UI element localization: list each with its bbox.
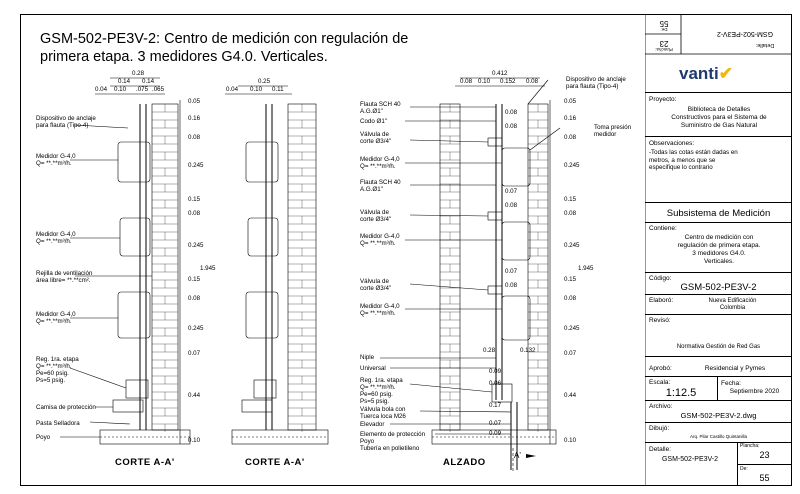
top-de: 55 bbox=[659, 19, 669, 28]
idim: 0.08 bbox=[505, 123, 518, 130]
top-de-label: De: bbox=[660, 27, 668, 32]
label-medidor: Medidor G-4,0 Q= **.**m³/h. bbox=[36, 153, 76, 167]
label-anclaje: Dispositivo de anclaje para flauta (Tipo-4) bbox=[566, 76, 626, 90]
escala-label: Escala: bbox=[649, 379, 671, 386]
vdim: 0.15 bbox=[564, 196, 577, 203]
label-tuberia: Tubería en polietileno bbox=[360, 445, 420, 452]
vdim: 0.08 bbox=[188, 295, 201, 302]
de-value: 55 bbox=[759, 473, 770, 483]
aprobo-label: Aprobó: bbox=[649, 365, 672, 372]
vdim: 0.245 bbox=[564, 325, 580, 332]
top-code: GSM-502-PE3V-2 bbox=[716, 30, 774, 37]
label-toma-presion: Toma presión medidor bbox=[594, 124, 632, 138]
vdim: 0.08 bbox=[564, 295, 577, 302]
dim: 0.04 bbox=[226, 86, 239, 93]
dim-total: 0.25 bbox=[258, 78, 271, 85]
label-rejilla: Rejilla de ventilación área libre= **.**cm². bbox=[36, 270, 93, 284]
idim: 0.17 bbox=[489, 402, 502, 409]
vdim: 0.07 bbox=[564, 350, 577, 357]
label-universal: Universal bbox=[360, 365, 386, 372]
de-label: De: bbox=[740, 466, 748, 472]
fecha-value: Septiembre 2020 bbox=[729, 388, 780, 395]
dim: 0.10 bbox=[478, 78, 491, 85]
label-medidor: Medidor G-4,0 Q= **.**m³/h. bbox=[36, 231, 76, 245]
vdim: 0.08 bbox=[564, 134, 577, 141]
archivo-value: GSM-502-PE3V-2.dwg bbox=[680, 411, 757, 420]
section-label-corte-1: CORTE A-A' bbox=[115, 457, 175, 468]
label-codo: Codo Ø1" bbox=[360, 118, 387, 125]
label-flauta: Flauta SCH 40 A.G.Ø1" bbox=[360, 101, 401, 115]
vdim: 0.245 bbox=[564, 242, 580, 249]
observaciones-value: -Todas las cotas están dadas en metros, a menos que se especifique lo contrario bbox=[649, 149, 738, 171]
dim: 0.08 bbox=[460, 78, 473, 85]
codigo-label: Código: bbox=[649, 275, 672, 282]
dim: 0.11 bbox=[272, 86, 284, 93]
title-block bbox=[645, 14, 792, 486]
vdim: 0.15 bbox=[188, 196, 201, 203]
idim: 0.08 bbox=[505, 202, 518, 209]
vdim: 0.245 bbox=[564, 162, 580, 169]
dim: 0.14 bbox=[118, 78, 131, 85]
label-flauta: Flauta SCH 40 A.G.Ø1" bbox=[360, 179, 401, 193]
idim: 0.06 bbox=[489, 380, 502, 387]
top-plancha-label: Plancha: bbox=[655, 47, 673, 52]
label-poyo: Poyo bbox=[36, 434, 51, 441]
top-detalle-label: Detalle: bbox=[755, 42, 775, 48]
proyecto-value: Biblioteca de Detalles Constructivos para el Sistema de Suministro de Gas Natural bbox=[671, 106, 767, 129]
aprobo-value: Residencial y Pymes bbox=[704, 365, 766, 372]
vdim: 0.245 bbox=[188, 162, 204, 169]
codigo-value: GSM-502-PE3V-2 bbox=[680, 282, 757, 293]
vdim: 0.08 bbox=[188, 210, 201, 217]
section-mark: A' bbox=[514, 451, 521, 460]
dibujo-label: Dibujó: bbox=[649, 425, 670, 432]
detalle-value: GSM-502-PE3V-2 bbox=[661, 456, 719, 463]
label-elevador: Elevador bbox=[360, 421, 385, 428]
label-valvula: Válvula de corte Ø3/4" bbox=[360, 209, 392, 223]
idim: 0.07 bbox=[489, 420, 502, 427]
label-regulador: Reg. 1ra. etapa Q= **.**m³/h. Pe=60 psig. Ps=5 psig. bbox=[360, 377, 403, 405]
vdim: 0.16 bbox=[188, 115, 201, 122]
vdim: 0.245 bbox=[188, 242, 204, 249]
vdim: 0.245 bbox=[188, 325, 204, 332]
reviso-value: Normativa Gestión de Red Gas bbox=[676, 344, 761, 350]
label-valvula: Válvula de corte Ø3/4" bbox=[360, 278, 392, 292]
vdim: 0.05 bbox=[188, 98, 201, 105]
drawing-title: GSM-502-PE3V-2: Centro de medición con regulación de primera etapa. 3 medidores G4.0. Verticales. bbox=[40, 31, 409, 65]
label-niple: Niple bbox=[360, 354, 375, 361]
elaboro-value: Nueva Edificación Colombia bbox=[708, 298, 757, 311]
section-label-alzado: ALZADO bbox=[443, 457, 486, 468]
vdim: 0.15 bbox=[188, 276, 201, 283]
vdim: 0.44 bbox=[564, 392, 577, 399]
label-medidor: Medidor G-4,0 Q= **.**m³/h. bbox=[360, 156, 400, 170]
label-pasta: Pasta Selladora bbox=[36, 420, 80, 427]
elaboro-label: Elaboró: bbox=[649, 297, 674, 304]
dim: 0.10 bbox=[250, 86, 263, 93]
vdim: 0.10 bbox=[564, 437, 577, 444]
reviso-label: Revisó: bbox=[649, 317, 671, 324]
idim: 0.28 bbox=[483, 347, 496, 354]
dim: 0.152 bbox=[500, 78, 516, 85]
label-medidor: Medidor G-4,0 Q= **.**m³/h. bbox=[360, 303, 400, 317]
vdim: 0.15 bbox=[564, 276, 577, 283]
archivo-label: Archivo: bbox=[649, 403, 673, 410]
section-label-corte-2: CORTE A-A' bbox=[245, 457, 305, 468]
label-medidor: Medidor G-4,0 Q= **.**m³/h. bbox=[360, 233, 400, 247]
vdim: 0.16 bbox=[564, 115, 577, 122]
check-icon: ✔ bbox=[718, 64, 733, 83]
top-plancha: 23 bbox=[659, 39, 669, 48]
vdim: 0.05 bbox=[564, 98, 577, 105]
subsistema: Subsistema de Medición bbox=[666, 208, 771, 219]
dim: .075 bbox=[136, 86, 149, 93]
plancha-label: Plancha: bbox=[740, 443, 760, 449]
detalle-label: Detalle: bbox=[649, 446, 672, 453]
vdim-total: 1.945 bbox=[578, 265, 594, 272]
label-camisa: Camisa de protección bbox=[36, 404, 96, 411]
proyecto-label: Proyecto: bbox=[649, 96, 677, 103]
vdim-total: 1.945 bbox=[200, 265, 216, 272]
idim: 0.07 bbox=[505, 268, 518, 275]
vdim: 0.07 bbox=[188, 350, 201, 357]
vdim: 0.08 bbox=[564, 210, 577, 217]
label-regulador: Reg. 1ra. etapa Q= **.**m³/h. Pe=60 psig. Ps=5 psig. bbox=[36, 356, 79, 384]
escala-value: 1:12.5 bbox=[665, 387, 697, 399]
dim: 0.04 bbox=[95, 86, 108, 93]
idim: 0.132 bbox=[520, 347, 536, 354]
label-anclaje: Dispositivo de anclaje para flauta (Tipo-4) bbox=[36, 115, 96, 129]
label-medidor: Medidor G-4,0 Q= **.**m³/h. bbox=[36, 311, 76, 325]
idim: 0.08 bbox=[505, 282, 518, 289]
idim: 0.08 bbox=[505, 109, 518, 116]
label-valvula-bola: Válvula bola con Tuerca loca M26 bbox=[360, 406, 406, 420]
vdim: 0.10 bbox=[188, 437, 201, 444]
observaciones-label: Observaciones: bbox=[649, 140, 695, 147]
idim: 0.09 bbox=[489, 368, 502, 375]
contiene-label: Contiene: bbox=[649, 225, 677, 232]
label-valvula: Válvula de corte Ø3/4" bbox=[360, 131, 392, 145]
dim-total: 0.28 bbox=[132, 70, 145, 77]
idim: 0.07 bbox=[505, 188, 518, 195]
dim-total: 0.412 bbox=[492, 70, 508, 77]
fecha-label: Fecha: bbox=[721, 380, 741, 387]
idim: 0.09 bbox=[489, 430, 502, 437]
dibujo-value: Arq. Pilar Castillo Quintanilla bbox=[689, 434, 748, 439]
vdim: 0.44 bbox=[188, 392, 201, 399]
plancha-value: 23 bbox=[759, 450, 770, 460]
contiene-value: Centro de medición con regulación de primera etapa. 3 medidores G4.0. Verticales. bbox=[677, 234, 761, 265]
label-poyo: Poyo bbox=[360, 438, 375, 445]
vdim: 0.08 bbox=[188, 134, 201, 141]
dim: .065 bbox=[152, 86, 165, 93]
dim: 0.08 bbox=[526, 78, 539, 85]
dim: 0.10 bbox=[114, 86, 127, 93]
dim: 0.14 bbox=[142, 78, 155, 85]
label-elemento: Elemento de protección bbox=[360, 431, 426, 438]
vanti-logo: vanti✔ bbox=[679, 64, 733, 83]
